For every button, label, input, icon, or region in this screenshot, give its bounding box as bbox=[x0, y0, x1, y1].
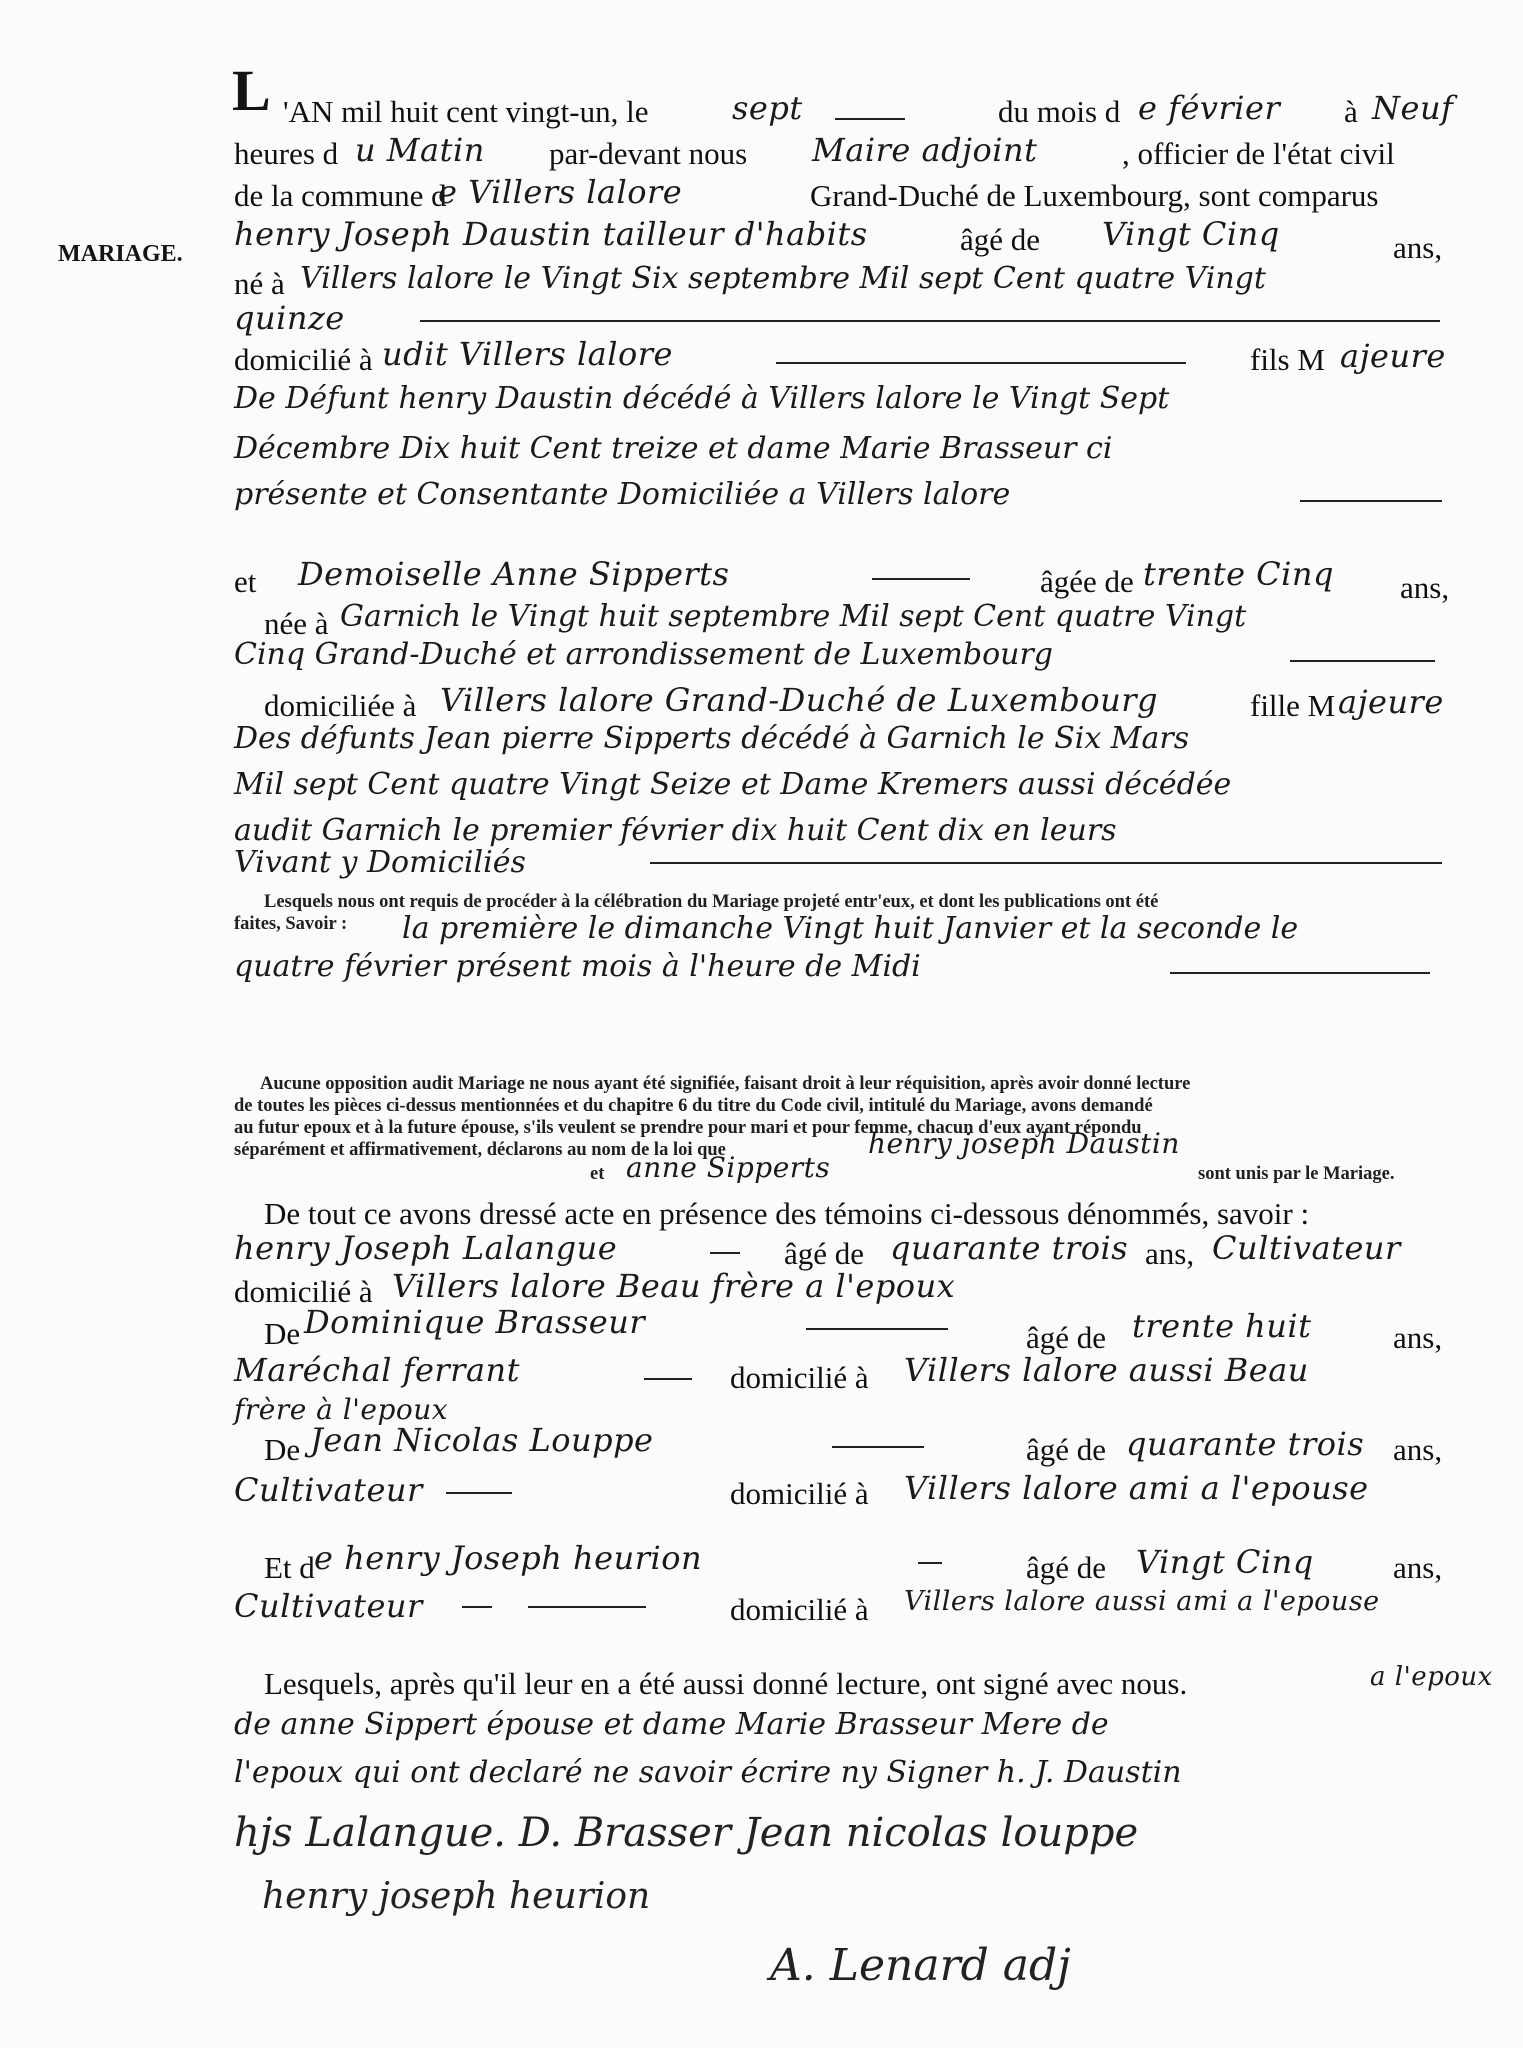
header-hour: Neuf bbox=[1372, 89, 1454, 127]
bride-born-label: née à bbox=[264, 606, 329, 641]
bride-name: Demoiselle Anne Sipperts bbox=[298, 555, 730, 593]
witness-3-name: Jean Nicolas Louppe bbox=[310, 1421, 654, 1459]
header-line2-before: par-devant nous bbox=[549, 136, 748, 171]
groom-son-label: fils M bbox=[1250, 342, 1325, 377]
declaration-united: sont unis par le Mariage. bbox=[1198, 1164, 1395, 1184]
groom-ans: ans, bbox=[1393, 230, 1443, 265]
bride-age-label: âgée de bbox=[1040, 564, 1134, 599]
header-officer: Maire adjoint bbox=[812, 131, 1038, 169]
bride-daughter-label: fille M bbox=[1250, 688, 1336, 723]
bride-ans: ans, bbox=[1400, 570, 1450, 605]
witness-4-age: Vingt Cinq bbox=[1136, 1543, 1314, 1581]
bride-parents-1: Des défunts Jean pierre Sipperts décédé à Garnich le Six Mars bbox=[234, 721, 1190, 756]
publications-hand-2: quatre février présent mois à l'heure de Midi bbox=[234, 949, 921, 984]
witnesses-intro: De tout ce avons dressé acte en présence des témoins ci-dessous dénommés, savoir : bbox=[264, 1196, 1310, 1231]
witness-4-name: e henry Joseph heurion bbox=[314, 1539, 703, 1577]
witness-2-dom: Villers lalore aussi Beau bbox=[904, 1351, 1309, 1389]
declaration-line-4: séparément et affirmativement, déclarons au nom de la loi que bbox=[234, 1140, 726, 1160]
publications-text-2: faites, Savoir : bbox=[234, 914, 348, 934]
witness-2-ans: ans, bbox=[1393, 1320, 1443, 1355]
witness-1-dom: Villers lalore Beau frère a l'epoux bbox=[392, 1267, 956, 1305]
header-day: sept bbox=[732, 89, 803, 127]
groom-age-label: âgé de bbox=[960, 222, 1041, 257]
witness-4-dom-label: domicilié à bbox=[730, 1592, 869, 1627]
header-line1-a: à bbox=[1344, 94, 1358, 129]
groom-born: Villers lalore le Vingt Six septembre Mil sept Cent quatre Vingt bbox=[300, 261, 1266, 296]
witness-3-ans: ans, bbox=[1393, 1432, 1443, 1467]
header-line3-grand-duche: Grand-Duché de Luxembourg, sont comparus bbox=[810, 178, 1379, 213]
declaration-et: et bbox=[590, 1164, 605, 1184]
bride-age: trente Cinq bbox=[1143, 555, 1334, 593]
witness-1-occupation: Cultivateur bbox=[1212, 1229, 1401, 1267]
groom-dom-label: domicilié à bbox=[234, 342, 373, 377]
bride-et-label: et bbox=[234, 564, 257, 599]
witness-1-age-label: âgé de bbox=[784, 1236, 865, 1271]
bride-born-cont: Cinq Grand-Duché et arrondissement de Luxembourg bbox=[234, 637, 1053, 672]
publications-hand-1: la première le dimanche Vingt huit Janvier et la seconde le bbox=[402, 911, 1299, 946]
groom-name: henry Joseph Daustin tailleur d'habits bbox=[234, 215, 868, 253]
groom-born-label: né à bbox=[234, 266, 285, 301]
header-commune: e Villers lalore bbox=[438, 173, 683, 211]
witness-3-prefix: De bbox=[264, 1432, 301, 1467]
header-line1-text: 'AN mil huit cent vingt-un, le bbox=[283, 94, 649, 129]
drop-initial: L bbox=[232, 58, 271, 123]
witness-2-age: trente huit bbox=[1132, 1307, 1312, 1345]
signatures-row-1: hjs Lalangue. D. Brasser Jean nicolas louppe bbox=[234, 1810, 1139, 1856]
groom-parents-3: présente et Consentante Domiciliée a Villers lalore bbox=[234, 477, 1011, 512]
witness-2-prefix: De bbox=[264, 1316, 301, 1351]
witness-1-age: quarante trois bbox=[890, 1229, 1129, 1267]
witness-2-dom-label: domicilié à bbox=[730, 1360, 869, 1395]
witness-2-dom-cont: frère à l'epoux bbox=[234, 1393, 449, 1426]
witness-4-ans: ans, bbox=[1393, 1550, 1443, 1585]
bride-parents-2: Mil sept Cent quatre Vingt Seize et Dame Kremers aussi décédée bbox=[234, 767, 1232, 802]
witness-3-age-label: âgé de bbox=[1026, 1432, 1107, 1467]
closing-text: Lesquels, après qu'il leur en a été aussi donné lecture, ont signé avec nous. bbox=[264, 1666, 1188, 1701]
closing-hand-2: l'epoux qui ont declaré ne savoir écrire ny Signer h. J. Daustin bbox=[234, 1755, 1182, 1790]
bride-dom: Villers lalore Grand-Duché de Luxembourg bbox=[440, 681, 1158, 719]
bride-daughter-status: ajeure bbox=[1338, 683, 1444, 721]
witness-3-occupation: Cultivateur bbox=[234, 1471, 423, 1509]
closing-hand-1: de anne Sippert épouse et dame Marie Brasseur Mere de bbox=[234, 1707, 1109, 1742]
witness-4-dom: Villers lalore aussi ami a l'epouse bbox=[904, 1586, 1380, 1617]
declaration-line-3: au futur epoux et à la future épouse, s'ils veulent se prendre pour mari et pour femme, chacun d'eux ayant répondu bbox=[234, 1118, 1142, 1138]
groom-born-cont: quinze bbox=[234, 299, 345, 337]
groom-son-status: ajeure bbox=[1340, 337, 1446, 375]
witness-4-age-label: âgé de bbox=[1026, 1550, 1107, 1585]
witness-2-age-label: âgé de bbox=[1026, 1320, 1107, 1355]
witness-1-ans: ans, bbox=[1145, 1236, 1195, 1271]
declaration-line-1: Aucune opposition audit Mariage ne nous ayant été signifiée, faisant droit à leur réquisition, après avoir donné lecture bbox=[260, 1074, 1191, 1094]
witness-4-prefix: Et d bbox=[264, 1550, 315, 1585]
witness-3-dom-label: domicilié à bbox=[730, 1476, 869, 1511]
witness-1-name: henry Joseph Lalangue bbox=[234, 1229, 618, 1267]
margin-label: MARIAGE. bbox=[58, 241, 183, 267]
declaration-groom: henry joseph Daustin bbox=[868, 1127, 1180, 1160]
signatures-row-2: henry joseph heurion bbox=[262, 1876, 651, 1917]
bride-born: Garnich le Vingt huit septembre Mil sept Cent quatre Vingt bbox=[340, 599, 1247, 634]
groom-age: Vingt Cinq bbox=[1102, 215, 1280, 253]
witness-2-name: Dominique Brasseur bbox=[304, 1303, 646, 1341]
groom-dom: udit Villers lalore bbox=[382, 335, 673, 373]
groom-parents-2: Décembre Dix huit Cent treize et dame Marie Brasseur ci bbox=[234, 431, 1113, 466]
mayor-signature: A. Lenard adj bbox=[770, 1940, 1071, 1991]
bride-dom-label: domiciliée à bbox=[264, 688, 417, 723]
witness-4-occupation: Cultivateur bbox=[234, 1587, 423, 1625]
bride-parents-4: Vivant y Domiciliés bbox=[234, 845, 526, 880]
witness-1-dom-label: domicilié à bbox=[234, 1274, 373, 1309]
header-line2-officer-label: , officier de l'état civil bbox=[1122, 136, 1395, 171]
declaration-bride: anne Sipperts bbox=[626, 1151, 831, 1184]
bride-parents-3: audit Garnich le premier février dix huit Cent dix en leurs bbox=[234, 813, 1117, 848]
header-period: u Matin bbox=[355, 131, 485, 169]
header-line2-text: heures d bbox=[234, 136, 339, 171]
publications-text-1: Lesquels nous ont requis de procéder à la célébration du Mariage projeté entr'eux, et dont les publications ont été bbox=[264, 892, 1159, 912]
witness-3-dom: Villers lalore ami a l'epouse bbox=[904, 1469, 1369, 1507]
header-line3-text: de la commune d bbox=[234, 178, 447, 213]
header-line1-month-label: du mois d bbox=[998, 94, 1121, 129]
header-month: e février bbox=[1138, 89, 1281, 127]
groom-parents-1: De Défunt henry Daustin décédé à Villers lalore le Vingt Sept bbox=[234, 381, 1170, 416]
declaration-line-2: de toutes les pièces ci-dessus mentionnées et du chapitre 6 du titre du Code civil, intitulé du Mariage, avons demandé bbox=[234, 1096, 1153, 1116]
closing-hand-0: a l'epoux bbox=[1370, 1662, 1493, 1692]
witness-2-occupation: Maréchal ferrant bbox=[234, 1351, 521, 1389]
witness-3-age: quarante trois bbox=[1126, 1425, 1365, 1463]
